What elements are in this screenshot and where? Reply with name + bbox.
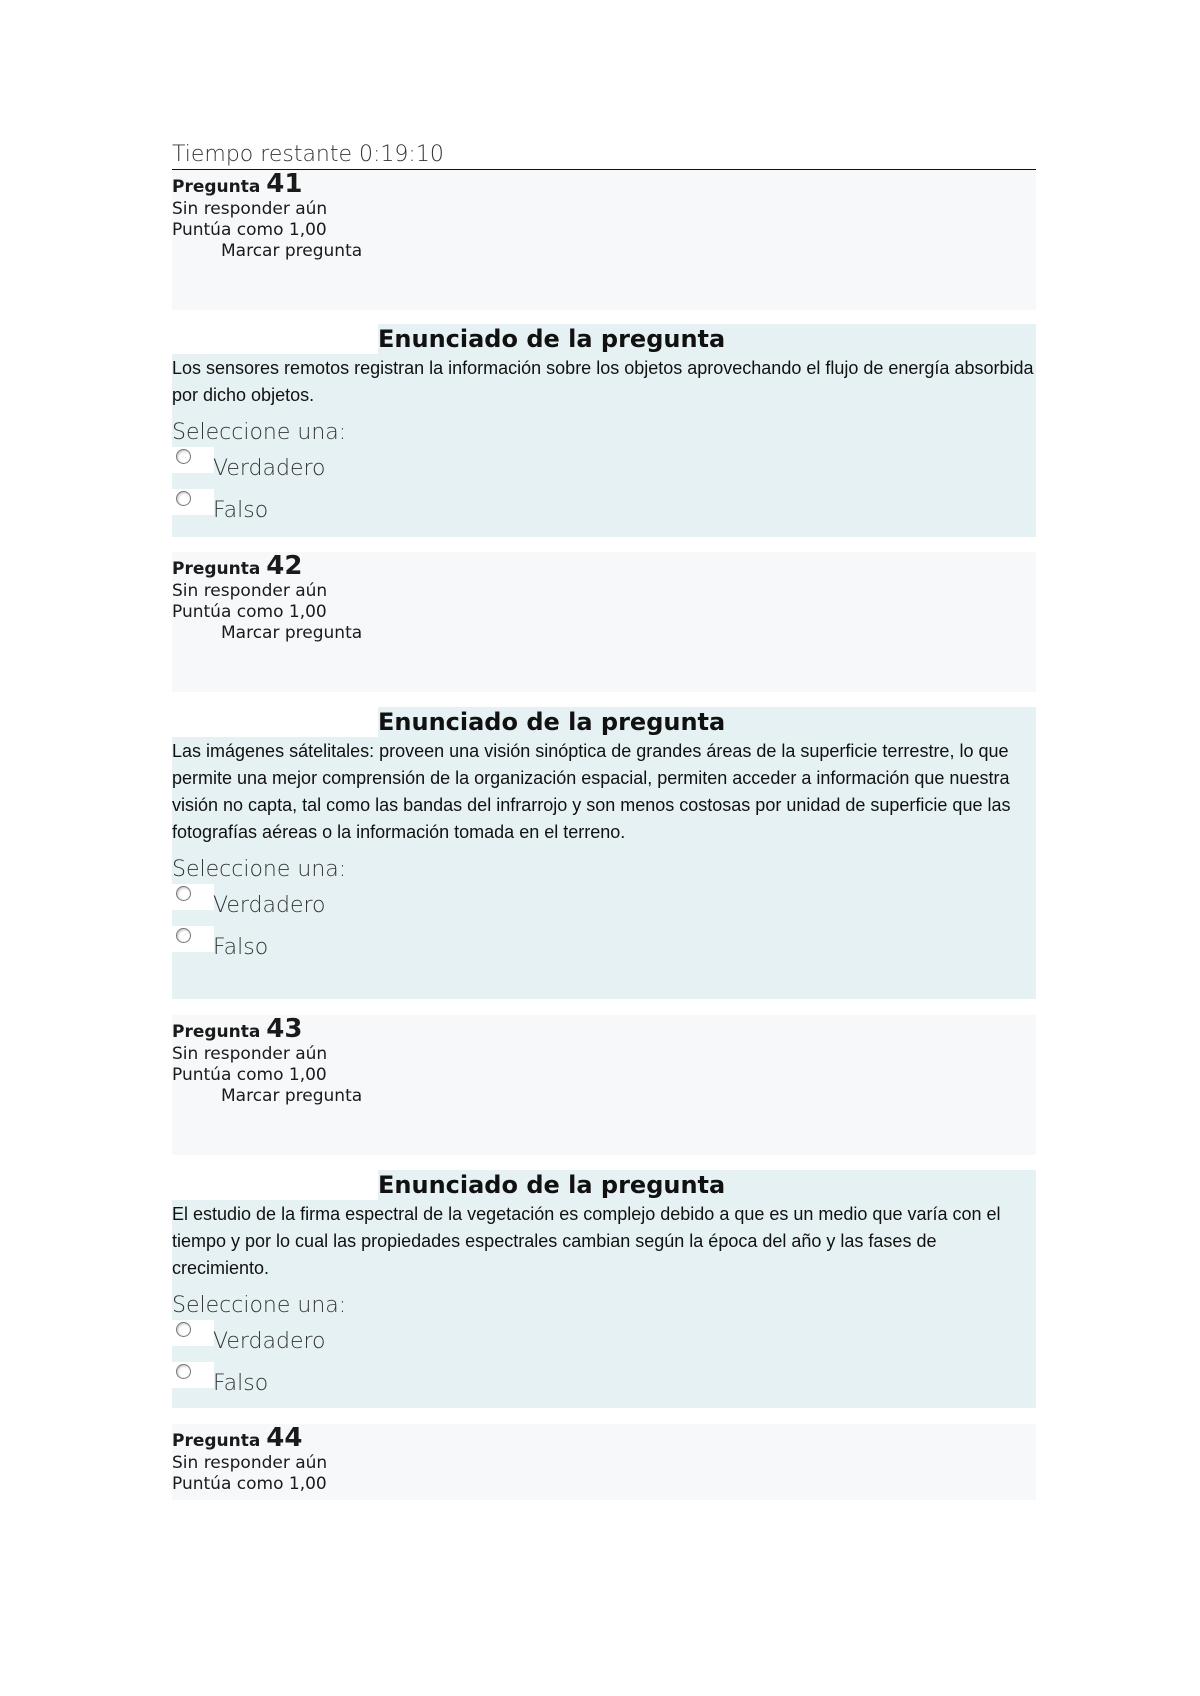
option-false-label[interactable]: Falso xyxy=(213,498,269,523)
question-number xyxy=(172,552,1036,581)
question-status: Sin responder aún xyxy=(172,1453,328,1473)
question-score: Puntúa como 1,00 xyxy=(172,1065,327,1085)
option-false[interactable] xyxy=(172,926,1036,968)
question-score: Puntúa como 1,00 xyxy=(172,220,327,240)
question-number xyxy=(172,1015,1036,1044)
option-true[interactable] xyxy=(172,447,1036,489)
question-text: Los sensores remotos registran la información sobre los objetos aprovechando el flujo de energía absorbida por dicho objetos. xyxy=(172,358,1034,405)
question-info-41 xyxy=(172,170,1036,310)
question-status: Sin responder aún xyxy=(172,199,328,219)
question-number xyxy=(172,1424,1036,1453)
question-label: Pregunta xyxy=(172,1022,261,1042)
option-true-label[interactable]: Verdadero xyxy=(213,456,326,481)
option-false[interactable] xyxy=(172,1362,1036,1404)
question-label: Pregunta xyxy=(172,1431,261,1451)
question-status: Sin responder aún xyxy=(172,1044,328,1064)
question-text: Las imágenes sátelitales: proveen una visión sinóptica de grandes áreas de la superficie terrestre, lo que permite una mejor comprensión de la organización espacial, permiten acceder a información que nuestra visión no capta, tal como las bandas del infrarrojo y son menos costosas por unidad de superficie que las fotografías aéreas o la información tomada en el terreno. xyxy=(172,741,1011,842)
question-label: Pregunta xyxy=(172,559,261,579)
question-number-value: 41 xyxy=(266,169,303,199)
radio-false[interactable] xyxy=(176,1364,191,1379)
time-remaining: Tiempo restante 0:19:10 xyxy=(172,142,1036,171)
question-content-41 xyxy=(172,324,1036,537)
question-text: El estudio de la firma espectral de la vegetación es complejo debido a que es un medio que varía con el tiempo y por lo cual las propiedades espectrales cambian según la época del año y las fases de crecimiento. xyxy=(172,1204,1001,1278)
radio-false[interactable] xyxy=(176,928,191,943)
question-content-42 xyxy=(172,707,1036,999)
option-false[interactable] xyxy=(172,489,1036,531)
select-one-prompt: Seleccione una: xyxy=(172,857,347,882)
question-content-43 xyxy=(172,1170,1036,1408)
question-label: Pregunta xyxy=(172,177,261,197)
question-score: Puntúa como 1,00 xyxy=(172,1474,327,1494)
option-true-label[interactable]: Verdadero xyxy=(213,893,326,918)
option-true[interactable] xyxy=(172,884,1036,926)
flag-question-link[interactable]: Marcar pregunta xyxy=(221,1086,363,1106)
question-heading: Enunciado de la pregunta xyxy=(172,324,1036,354)
radio-true[interactable] xyxy=(176,449,191,464)
radio-true[interactable] xyxy=(176,886,191,901)
flag-question-link[interactable]: Marcar pregunta xyxy=(221,241,363,261)
question-number-value: 42 xyxy=(266,551,303,581)
radio-false[interactable] xyxy=(176,491,191,506)
question-number xyxy=(172,170,1036,199)
question-info-42 xyxy=(172,552,1036,692)
option-true[interactable] xyxy=(172,1320,1036,1362)
option-false-label[interactable]: Falso xyxy=(213,1371,269,1396)
question-status: Sin responder aún xyxy=(172,581,328,601)
select-one-prompt: Seleccione una: xyxy=(172,420,347,445)
question-score: Puntúa como 1,00 xyxy=(172,602,327,622)
question-number-value: 43 xyxy=(266,1014,303,1044)
flag-question-link[interactable]: Marcar pregunta xyxy=(221,623,363,643)
question-info-43 xyxy=(172,1015,1036,1155)
question-info-44 xyxy=(172,1424,1036,1500)
radio-true[interactable] xyxy=(176,1322,191,1337)
select-one-prompt: Seleccione una: xyxy=(172,1293,347,1318)
question-heading: Enunciado de la pregunta xyxy=(172,707,1036,737)
question-number-value: 44 xyxy=(266,1423,303,1453)
option-true-label[interactable]: Verdadero xyxy=(213,1329,326,1354)
question-heading: Enunciado de la pregunta xyxy=(172,1170,1036,1200)
option-false-label[interactable]: Falso xyxy=(213,935,269,960)
